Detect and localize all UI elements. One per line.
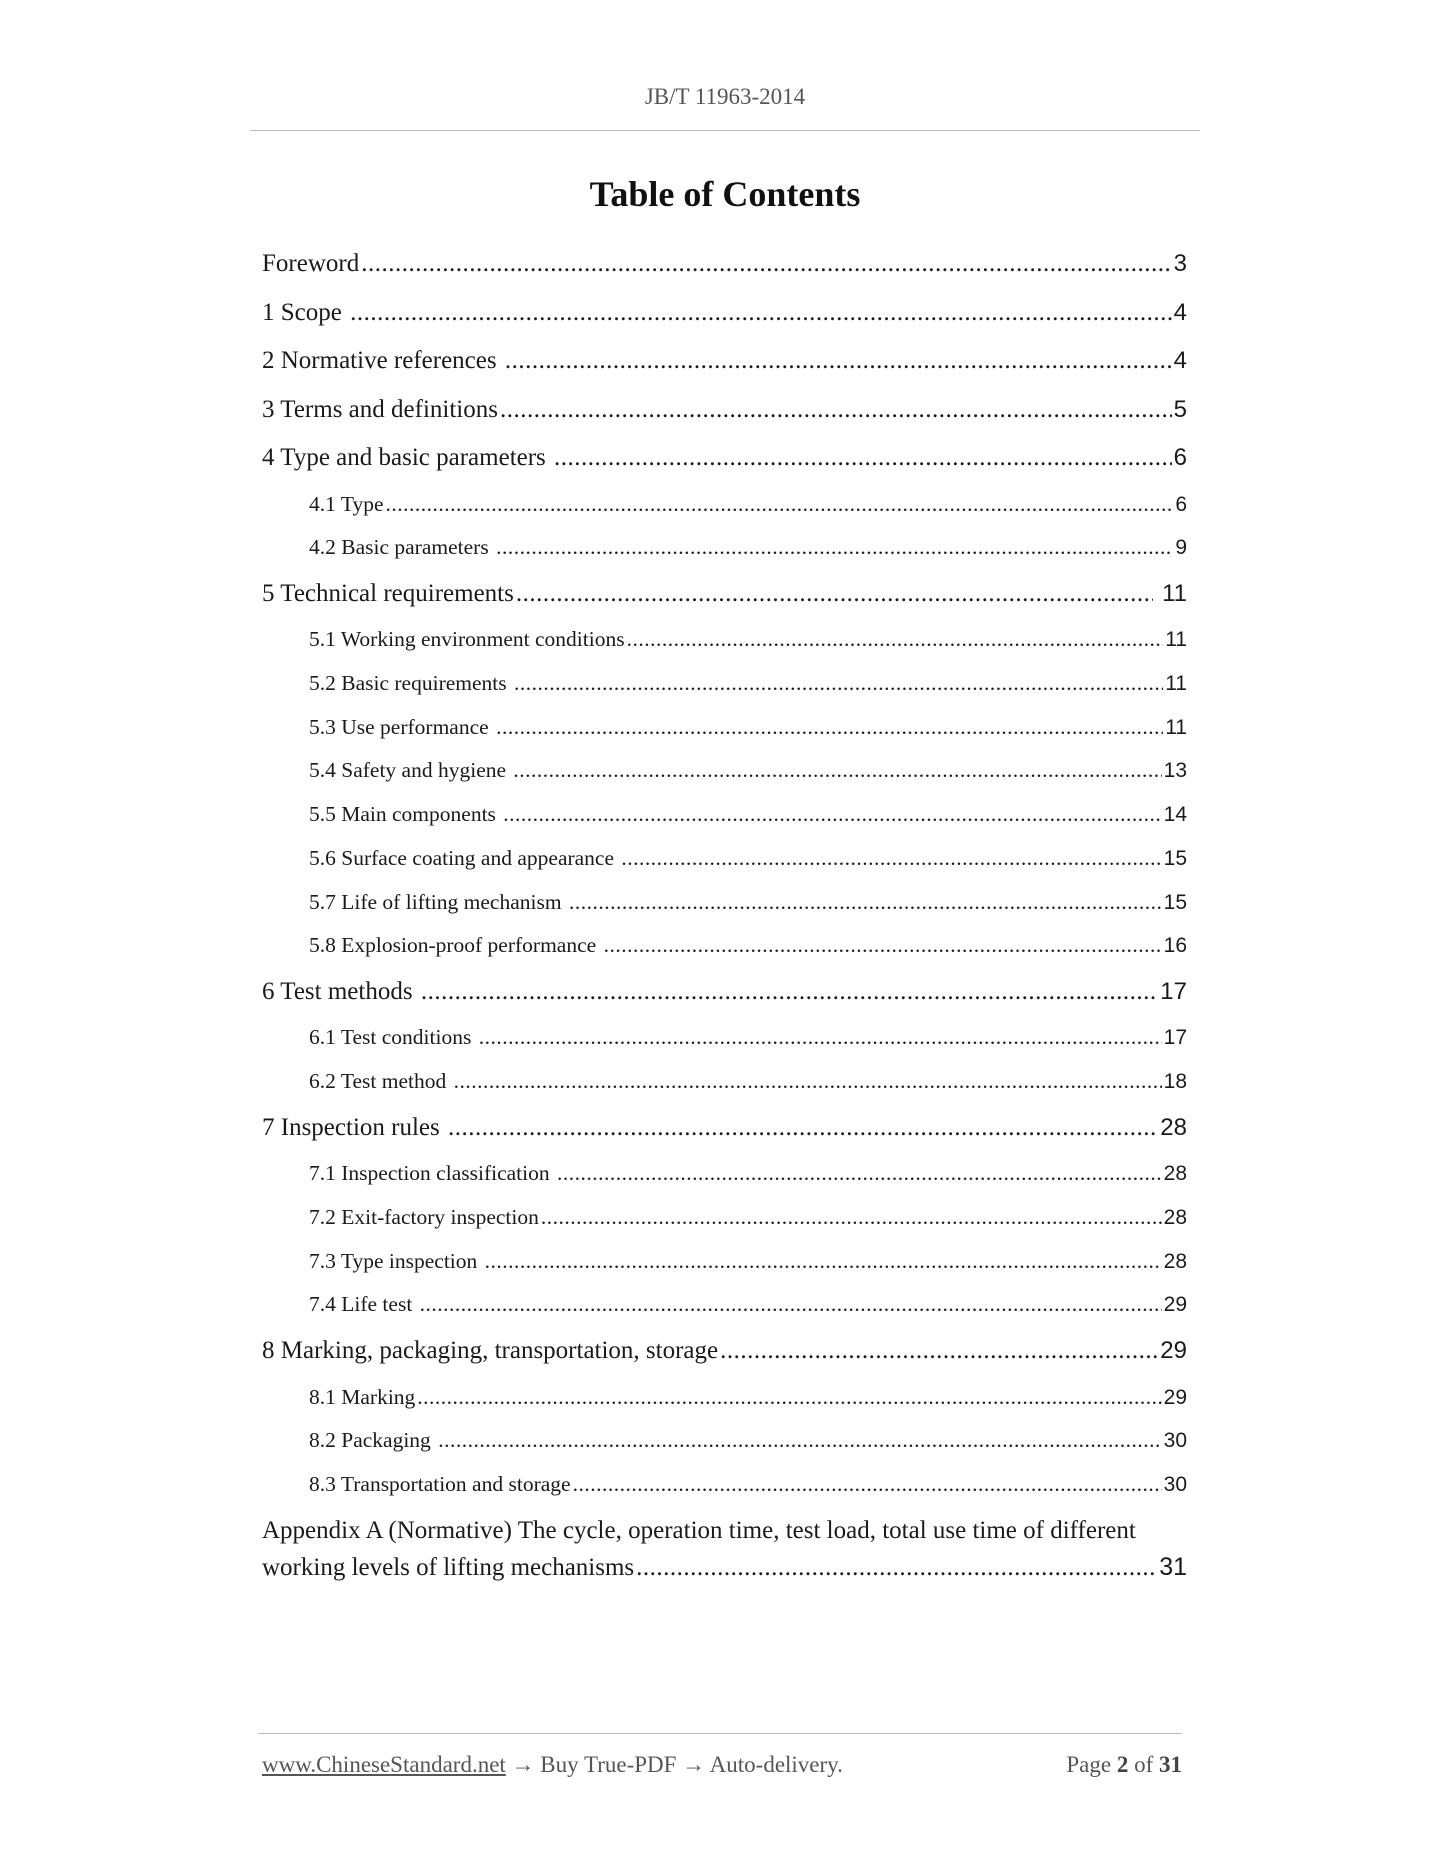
toc-entry-label: 6.2 Test method [309,1069,452,1094]
toc-entry-label: 7.2 Exit-factory inspection [309,1204,539,1229]
toc-entry-label: Foreword [262,250,360,277]
toc-entry-page-number: 6 [1175,492,1187,516]
toc-entry[interactable] [262,1196,1187,1240]
toc-entry-appendix-a[interactable] [262,1513,1187,1585]
toc-entry[interactable] [262,1240,1187,1284]
toc-entry[interactable] [262,483,1187,527]
page-title: Table of Contents [589,174,861,214]
toc-entry-page-number: 30 [1163,1472,1187,1496]
toc-entry-page-number: 17 [1160,977,1187,1005]
dot-leader [361,240,1171,289]
dot-leader [496,706,1163,750]
toc-entry[interactable] [262,924,1187,968]
toc-entry[interactable] [262,749,1187,793]
toc-entry[interactable] [262,434,1187,483]
toc-entry-label: working levels of lifting mechanisms [262,1553,635,1581]
dot-leader [636,1550,1157,1586]
page-of-word: of [1134,1752,1154,1777]
toc-entry-page-number: 28 [1163,1249,1187,1273]
dot-leader [557,1152,1162,1196]
toc-entry-page-number: 17 [1163,1026,1187,1050]
toc-entry-label: 7 Inspection rules [262,1113,446,1141]
toc-entry-page-number: 16 [1163,934,1187,958]
toc-entry-label: 7.3 Type inspection [309,1248,483,1273]
toc-entry-label: 6.1 Test conditions [309,1025,477,1050]
toc-entry-label: 8.1 Marking [309,1384,416,1409]
toc-entry-label: 6 Test methods [262,977,419,1005]
toc-entry-label: 5.7 Life of lifting mechanism [309,889,567,914]
toc-entry[interactable] [262,1283,1187,1327]
toc-entry-page-number: 28 [1163,1162,1187,1186]
toc-entry-page-number: 28 [1163,1205,1187,1229]
toc-entry-label: 5.4 Safety and hygiene [309,758,512,783]
dot-leader [503,793,1161,837]
toc-entry[interactable] [262,793,1187,837]
total-pages-number: 31 [1159,1752,1182,1777]
toc-entry-label: 4 Type and basic parameters [262,444,553,471]
page-footer [262,1752,1182,1778]
page-indicator [1066,1752,1182,1778]
toc-entry-page-number: 3 [1173,250,1187,277]
toc-entry-page-number: 18 [1163,1070,1187,1094]
toc-entry-label: 7.4 Life test [309,1292,418,1317]
dot-leader [479,1016,1162,1060]
toc-entry-page-number: 31 [1159,1552,1187,1581]
toc-entry-page-number: 29 [1163,1385,1187,1409]
toc-entry[interactable] [262,1060,1187,1104]
toc-entry-page-number: 15 [1163,846,1187,870]
toc-entry[interactable] [262,240,1187,289]
dot-leader [448,1104,1158,1153]
toc-entry-page-number: 29 [1163,1293,1187,1317]
toc-entry[interactable] [262,570,1187,619]
toc-entry-label: 5 Technical requirements [262,579,514,607]
toc-entry[interactable] [262,662,1187,706]
toc-entry-page-number: 13 [1163,759,1187,783]
dot-leader [454,1060,1162,1104]
dot-leader [720,1327,1158,1376]
toc-entry-page-number: 6 [1173,444,1187,471]
current-page-number: 2 [1116,1752,1129,1777]
dot-leader [554,434,1172,483]
toc-entry-label: 4.2 Basic parameters [309,535,495,560]
toc-entry-label: 8.2 Packaging [309,1428,437,1453]
toc-entry-page-number: 28 [1160,1113,1187,1141]
toc-entry[interactable] [262,1327,1187,1376]
dot-leader [513,749,1161,793]
toc-entry[interactable] [262,968,1187,1017]
toc-entry[interactable] [262,289,1187,338]
toc-entry-page-number: 30 [1163,1429,1187,1453]
toc-entry[interactable] [262,1016,1187,1060]
toc-entry-page-number: 5 [1173,395,1187,423]
dot-leader [505,337,1172,386]
toc-entry-page-number: 29 [1160,1337,1187,1364]
dot-leader [541,1196,1162,1240]
toc-entry[interactable] [262,386,1187,435]
dot-leader [573,1463,1162,1507]
dot-leader [514,662,1163,706]
dot-leader [569,881,1162,925]
dot-leader [627,618,1164,662]
page-word: Page [1066,1752,1112,1777]
dot-leader [621,837,1161,881]
dot-leader [350,289,1172,338]
toc-entry-label: 5.2 Basic requirements [309,671,513,696]
dot-leader [386,483,1174,527]
toc-entry-page-number: 11 [1165,672,1187,696]
footer-promo [262,1752,843,1778]
footer-divider [258,1733,1182,1734]
dot-leader [516,570,1154,619]
toc-entry-label: 8.3 Transportation and storage [309,1471,571,1496]
header-divider [250,130,1200,131]
table-of-contents [262,240,1187,1585]
toc-entry-label: 3 Terms and definitions [262,395,498,423]
toc-entry[interactable] [262,1376,1187,1420]
toc-entry-label: 5.3 Use performance [309,714,495,739]
toc-entry[interactable] [262,1463,1187,1507]
toc-entry-page-number: 15 [1163,890,1187,914]
website-link[interactable]: www.ChineseStandard.net [262,1752,506,1777]
toc-entry[interactable] [262,1152,1187,1196]
toc-entry-label: 4.1 Type [309,491,384,516]
toc-entry[interactable] [262,618,1187,662]
toc-entry[interactable] [262,1419,1187,1463]
toc-entry-page-number: 11 [1155,579,1187,607]
toc-entry-label: 5.6 Surface coating and appearance [309,845,620,870]
toc-entry[interactable] [262,1104,1187,1153]
toc-entry-page-number: 4 [1173,347,1187,374]
toc-entry-label: 7.1 Inspection classification [309,1161,555,1186]
toc-entry-label: 5.5 Main components [309,802,502,827]
toc-entry-label: 5.1 Working environment conditions [309,627,625,652]
toc-entry-label: 8 Marking, packaging, transportation, storage [262,1337,719,1364]
toc-entry[interactable] [262,337,1187,386]
toc-entry[interactable] [262,526,1187,570]
dot-leader [421,968,1158,1017]
toc-entry-page-number: 11 [1165,628,1187,652]
toc-entry-label: 1 Scope [262,298,349,326]
dot-leader [604,924,1162,968]
dot-leader [438,1419,1161,1463]
toc-entry[interactable] [262,881,1187,925]
dot-leader [417,1376,1161,1420]
dot-leader [485,1240,1162,1284]
toc-entry-label: Appendix A (Normative) The cycle, operation time, test load, total use time of different [262,1516,1136,1544]
toc-entry-page-number: 14 [1163,803,1187,827]
dot-leader [496,526,1173,570]
toc-entry[interactable] [262,706,1187,750]
dot-leader [500,386,1172,435]
toc-entry-label: 2 Normative references [262,347,503,374]
toc-entry-page-number: 9 [1175,536,1187,560]
toc-entry-label: 5.8 Explosion-proof performance [309,933,602,958]
document-code-header: JB/T 11963-2014 [644,84,806,109]
toc-entry[interactable] [262,837,1187,881]
footer-promo-text: → Buy True-PDF → Auto-delivery. [505,1752,843,1777]
dot-leader [420,1283,1162,1327]
toc-entry-page-number: 11 [1165,715,1187,739]
toc-entry-page-number: 4 [1173,298,1187,326]
